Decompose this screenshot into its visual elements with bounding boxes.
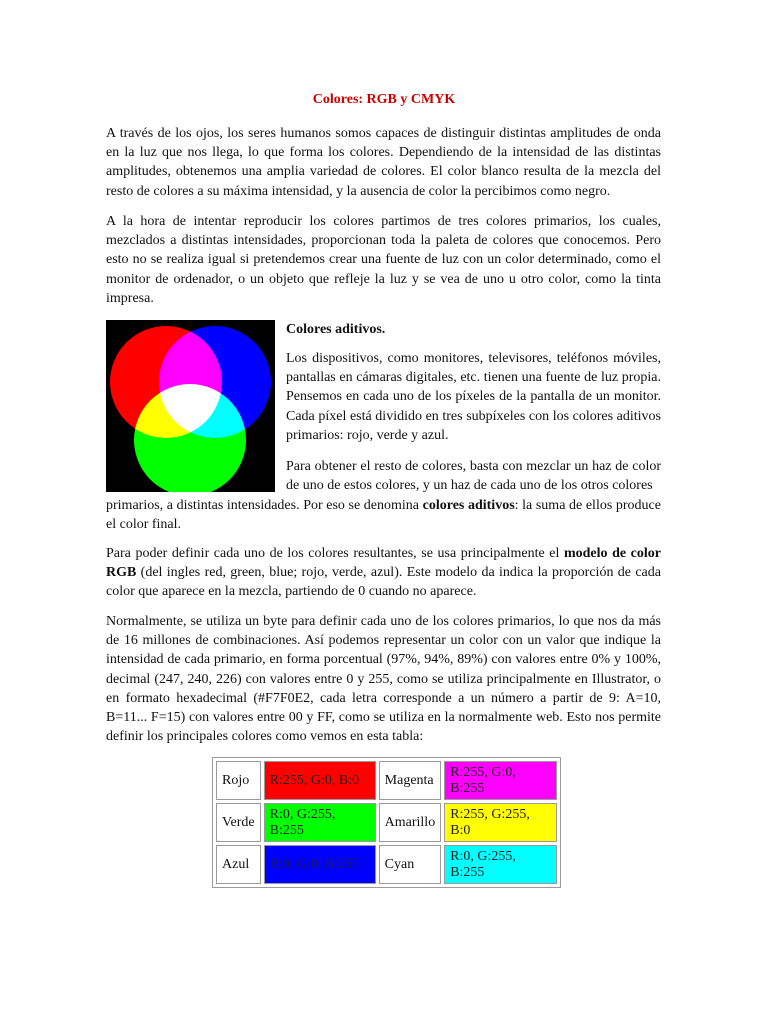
color-name-cell: Magenta	[379, 761, 442, 800]
color-value-cell: R:0, G:0, B:255	[264, 845, 376, 884]
rgb-additive-diagram	[106, 320, 275, 492]
color-value-cell: R:0, G:255, B:255	[444, 845, 557, 884]
color-name-cell: Cyan	[379, 845, 442, 884]
document-title: Colores: RGB y CMYK	[312, 92, 456, 107]
paragraph-encoding: Normalmente, se utiliza un byte para definir cada uno de los colores primarios, lo que nos da más de 16 millones de combinaciones. Así podemos representar un color con un valor que indique la intensidad de cada primario, en forma porcentual (97%, 94%, 89%) con valores entre 0% y 100%, decimal (247, 240, 226) con valores entre 0 y 255, como se utiliza principalmente en Illustrator, o en formato hexadecimal (#F7F0E2, cada letra corresponde a un número a partir de 9: A=10, B=11... F=15) con valores entre 00 y FF, como se utiliza en la normalmente web. Esto nos permite definir los principales colores como vemos en esta tabla:	[106, 614, 661, 745]
color-name-cell: Azul	[216, 845, 261, 884]
rgb-text-end: (del ingles red, green, blue; rojo, verde, azul). Este modelo da indica la proporción de cada color que aparece en la mezcla, partiendo de 0 cuando no aparece.	[106, 565, 661, 600]
green-circle	[134, 384, 246, 492]
mixing-text-end: : la suma de ellos produce el color final.	[106, 498, 661, 533]
color-table-row	[216, 845, 557, 884]
paragraph-mixing-end	[106, 496, 661, 534]
rgb-circles-graphic	[106, 320, 275, 492]
additive-term: colores aditivos	[422, 498, 515, 513]
mixing-text: primarios, a distintas intensidades. Por eso se denomina	[106, 498, 423, 513]
rgb-model-term: modelo de color RGB	[106, 546, 661, 581]
color-table-row	[216, 761, 557, 800]
aditivos-heading: Colores aditivos.	[286, 322, 386, 337]
paragraph-mixing-start: Para obtener el resto de colores, basta con mezclar un haz de color de uno de estos colores, y un haz de cada uno de los otros colores	[286, 459, 661, 494]
color-table-body	[216, 761, 557, 884]
color-value-cell: R:255, G:0, B:0	[264, 761, 376, 800]
color-value-cell: R:255, G:0, B:255	[444, 761, 557, 800]
color-name-cell: Rojo	[216, 761, 261, 800]
color-name-cell: Verde	[216, 803, 261, 842]
paragraph-devices: Los dispositivos, como monitores, televisores, teléfonos móviles, pantallas en cámaras digitales, etc. tienen una fuente de luz propia. Pensemos en cada uno de los píxeles de la pantalla de un monitor. Cada píxel está dividido en tres subpíxeles con los colores aditivos primarios: rojo, verde y azul.	[286, 351, 661, 443]
paragraph-rgb-model	[106, 544, 661, 602]
paragraph-intro: A través de los ojos, los seres humanos somos capaces de distinguir distintas amplitudes de onda en la luz que nos llega, lo que forma los colores. Dependiendo de la intensidad de las distintas amplitudes, obtenemos una amplia variedad de colores. El color blanco resulta de la mezcla del resto de colores a su máxima intensidad, y la ausencia de color la percibimos como negro.	[106, 126, 661, 199]
paragraph-primaries: A la hora de intentar reproducir los colores partimos de tres colores primarios, los cuales, mezclados a distintas intensidades, proporcionan toda la paleta de colores que conocemos. Pero esto no se realiza igual si pretendemos crear una fuente de luz con un color determinado, como el monitor de ordenador, o un objeto que refleje la luz y se vea de uno u otro color, como la tinta impresa.	[106, 214, 661, 306]
color-value-cell: R:0, G:255, B:255	[264, 803, 376, 842]
color-value-cell: R:255, G:255, B:0	[444, 803, 557, 842]
color-name-cell: Amarillo	[379, 803, 442, 842]
aditivos-section	[286, 320, 661, 494]
rgb-text: Para poder definir cada uno de los colores resultantes, se usa principalmente el	[106, 546, 564, 561]
color-table	[212, 757, 561, 888]
color-table-row	[216, 803, 557, 842]
